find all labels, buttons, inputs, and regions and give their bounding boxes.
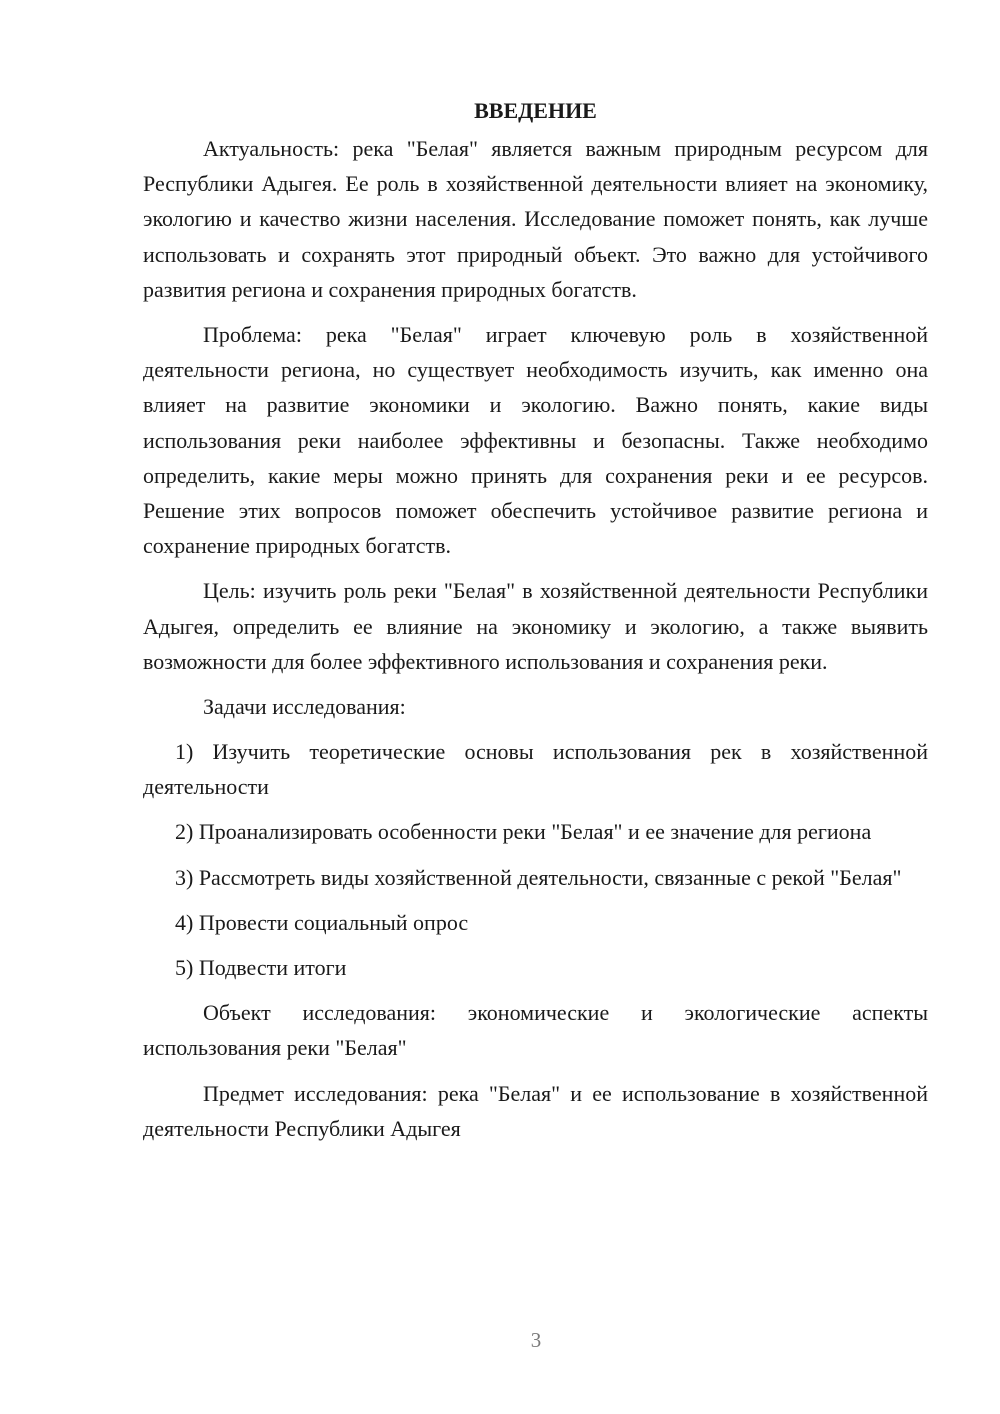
document-page: [143, 94, 928, 1156]
tasks-list: [143, 734, 928, 985]
section-heading: ВВЕДЕНИЕ: [474, 98, 597, 123]
task-item: 3) Рассмотреть виды хозяйственной деятельности, связанные с рекой "Белая": [175, 864, 902, 890]
task-item: 2) Проанализировать особенности реки "Белая" и ее значение для региона: [175, 819, 872, 845]
goal-paragraph: Цель: изучить роль реки "Белая" в хозяйственной деятельности Республики Адыгея, определить ее влияние на экономику и экологию, а также выявить возможности для более эффективного использования и сохранения реки.: [143, 578, 928, 674]
problem-paragraph: Проблема: река "Белая" играет ключевую роль в хозяйственной деятельности региона, но существует необходимость изучить, как именно она влияет на развитие экономики и экологию. Важно понять, какие виды использования реки наиболее эффективны и безопасны. Также необходимо определить, какие меры можно принять для сохранения реки и ее ресурсов. Решение этих вопросов поможет обеспечить устойчивое развитие региона и сохранение природных богатств.: [143, 322, 928, 559]
tasks-title: Задачи исследования:: [203, 694, 406, 720]
task-item: 5) Подвести итоги: [175, 955, 347, 981]
page-number: 3: [530, 1328, 542, 1352]
task-item: 1) Изучить теоретические основы использования рек в хозяйственной деятельности: [143, 739, 928, 800]
subject-paragraph: Предмет исследования: река "Белая" и ее использование в хозяйственной деятельности Республики Адыгея: [143, 1080, 928, 1141]
relevance-paragraph: Актуальность: река "Белая" является важным природным ресурсом для Республики Адыгея. Ее роль в хозяйственной деятельности влияет на экономику, экологию и качество жизни населения. Исследование поможет понять, как лучше использовать и сохранять этот природный объект. Это важно для устойчивого развития региона и сохранения природных богатств.: [143, 136, 928, 302]
task-item: 4) Провести социальный опрос: [175, 909, 469, 935]
object-paragraph: Объект исследования: экономические и экологические аспекты использования реки "Белая": [143, 1000, 928, 1061]
